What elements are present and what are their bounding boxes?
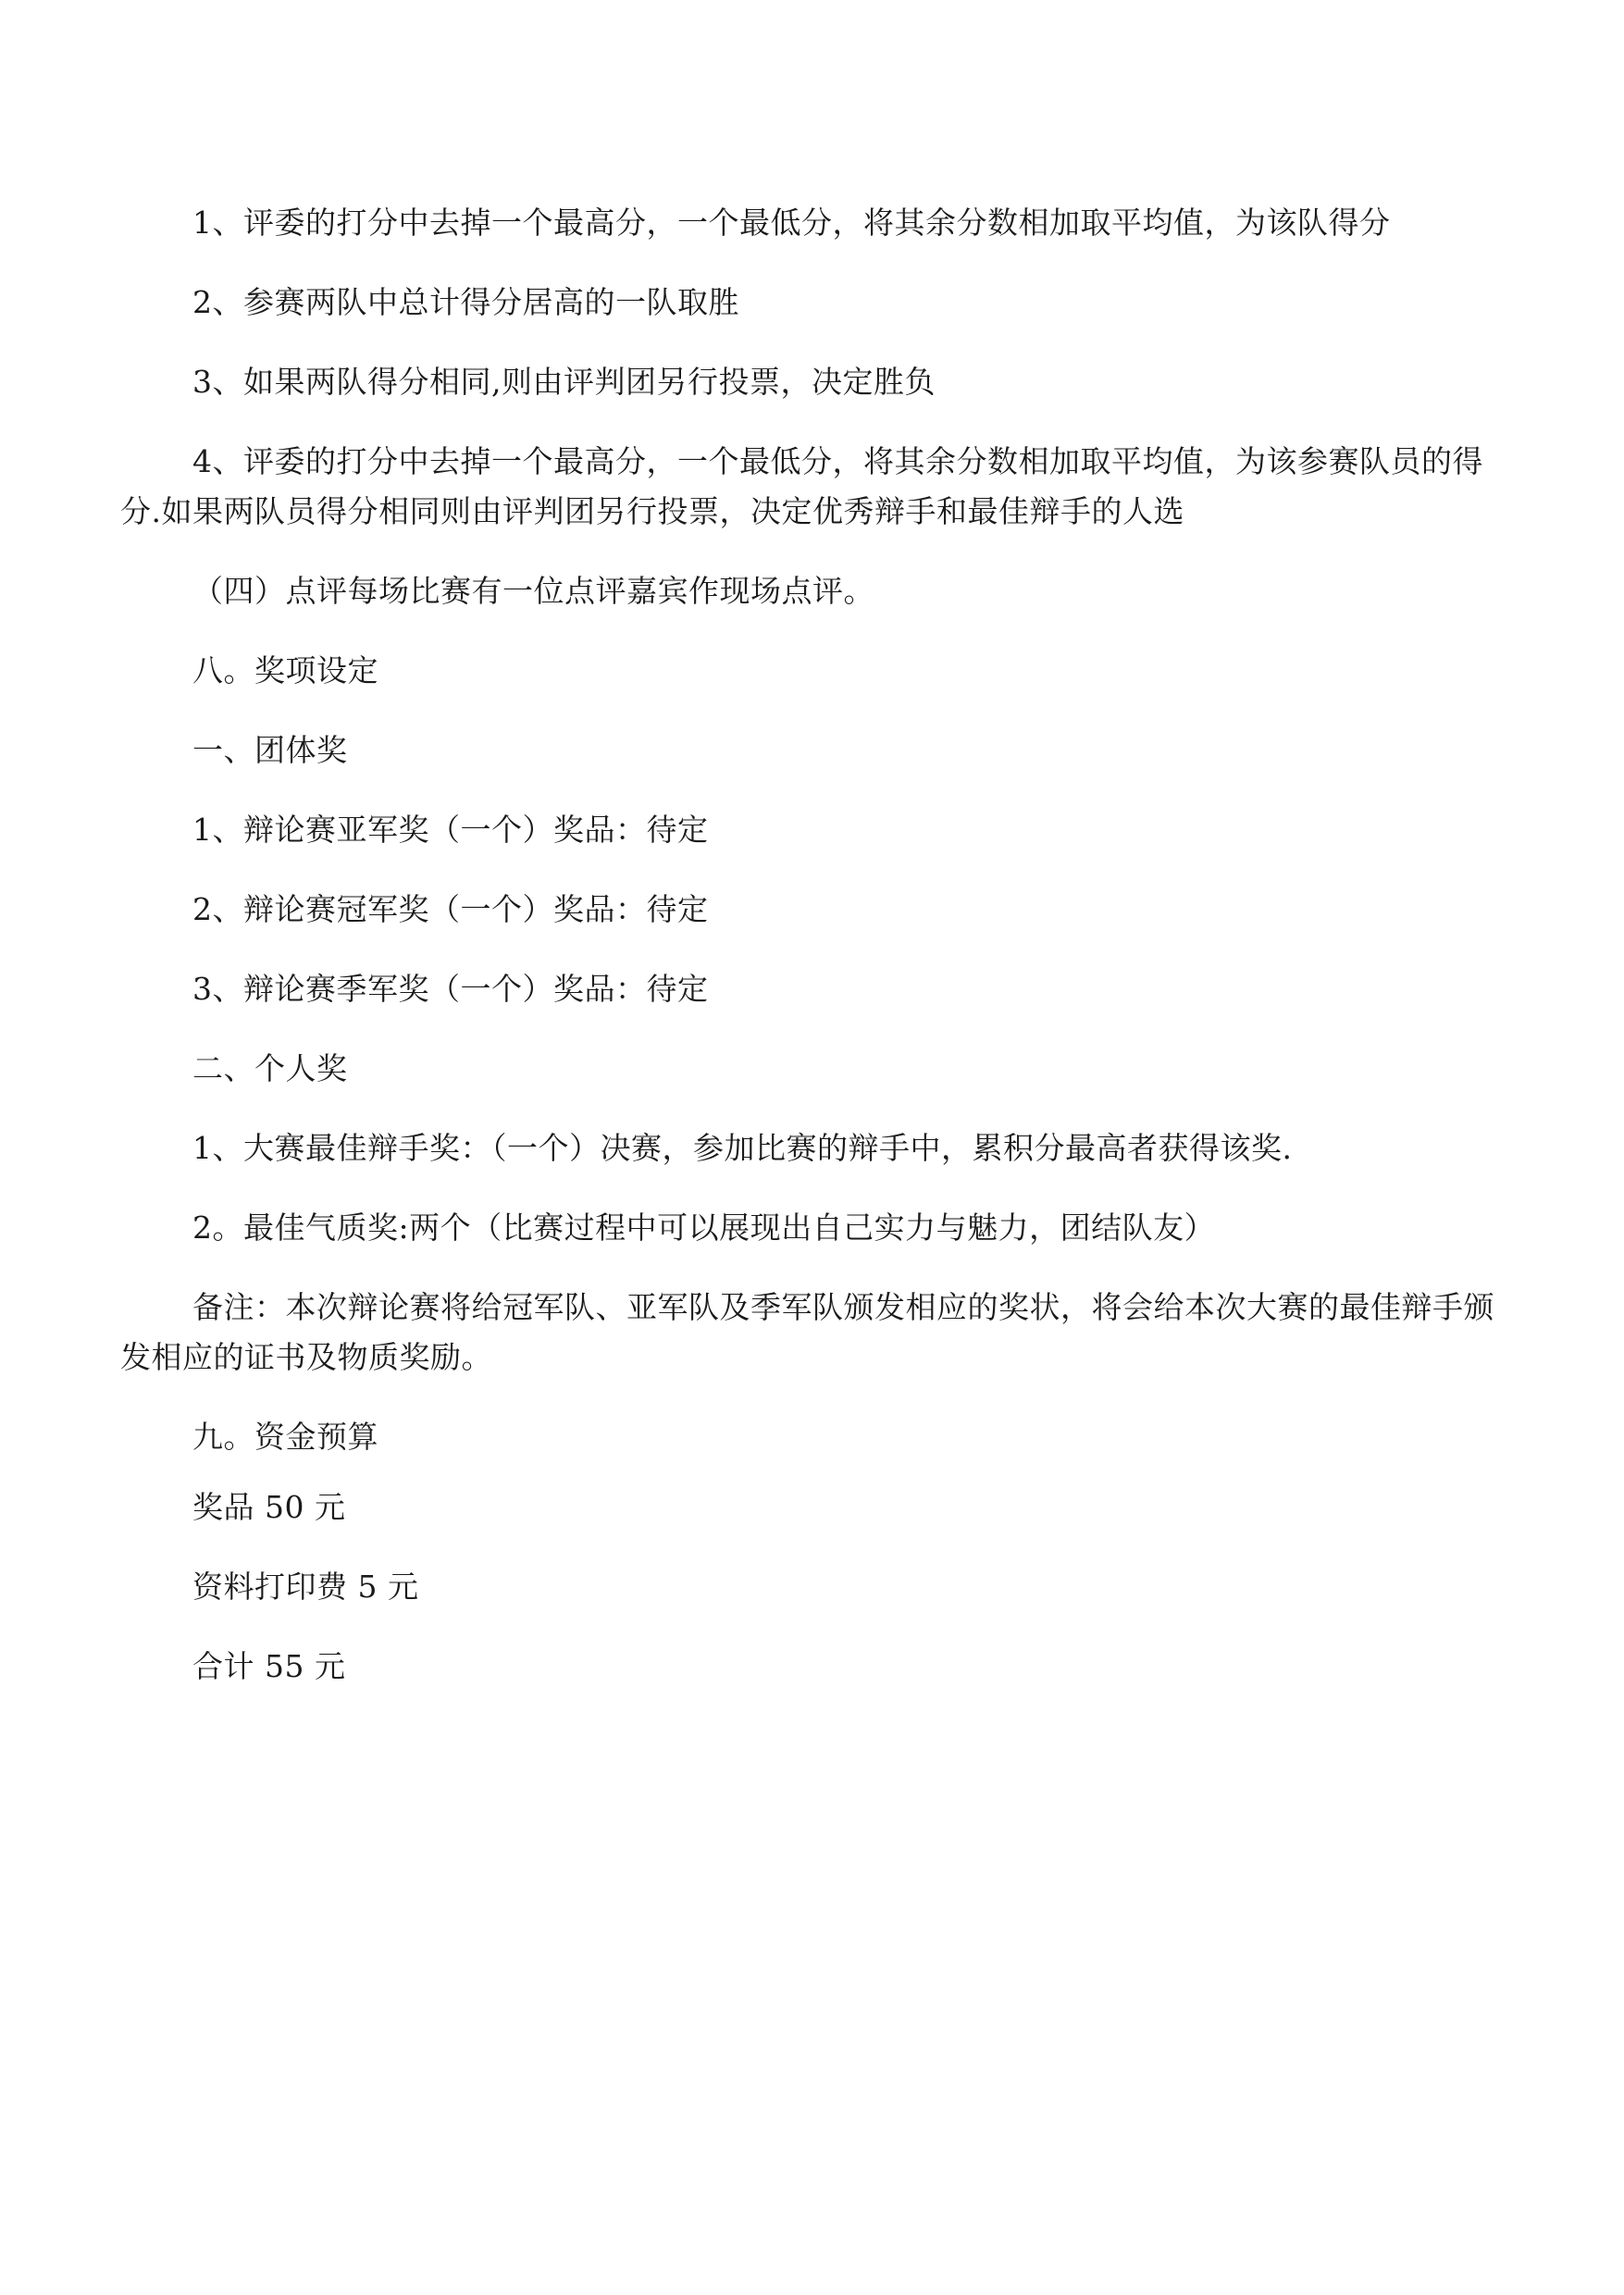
document-body — [120, 198, 1508, 1692]
rule-4-paragraph: 4、评委的打分中去掉一个最高分，一个最低分，将其余分数相加取平均值，为该参赛队员的得分.如果两队员得分相同则由评判团另行投票，决定优秀辩手和最佳辩手的人选 — [120, 443, 1483, 529]
budget-prizes-line: 奖品 50 元 — [192, 1489, 346, 1525]
rule-1-paragraph: 1、评委的打分中去掉一个最高分，一个最低分，将其余分数相加取平均值，为该队得分 — [192, 205, 1391, 241]
individual-award-heading: 二、个人奖 — [192, 1050, 348, 1086]
champion-award-item: 2、辩论赛冠军奖（一个）奖品：待定 — [192, 891, 709, 927]
budget-printing-line: 资料打印费 5 元 — [192, 1569, 419, 1605]
awards-heading: 八。奖项设定 — [192, 652, 378, 688]
best-debater-award-item: 1、大赛最佳辩手奖：（一个）决赛，参加比赛的辩手中，累积分最高者获得该奖. — [192, 1130, 1293, 1166]
team-award-heading: 一、团体奖 — [192, 732, 348, 768]
remarks-paragraph: 备注：本次辩论赛将给冠军队、亚军队及季军队颁发相应的奖状，将会给本次大赛的最佳辩手颁发相应的证书及物质奖励。 — [120, 1289, 1494, 1375]
best-temperament-award-item: 2。最佳气质奖:两个（比赛过程中可以展现出自己实力与魅力，团结队友） — [192, 1210, 1216, 1246]
third-place-award-item: 3、辩论赛季军奖（一个）奖品：待定 — [192, 971, 709, 1007]
rule-2-paragraph: 2、参赛两队中总计得分居高的一队取胜 — [192, 284, 739, 320]
budget-heading: 九。资金预算 — [192, 1419, 378, 1455]
runner-up-award-item: 1、辩论赛亚军奖（一个）奖品：待定 — [192, 812, 709, 848]
rule-3-paragraph: 3、如果两队得分相同,则由评判团另行投票，决定胜负 — [192, 364, 936, 400]
budget-total-line: 合计 55 元 — [192, 1648, 346, 1684]
comment-section-paragraph: （四）点评每场比赛有一位点评嘉宾作现场点评。 — [192, 573, 874, 609]
